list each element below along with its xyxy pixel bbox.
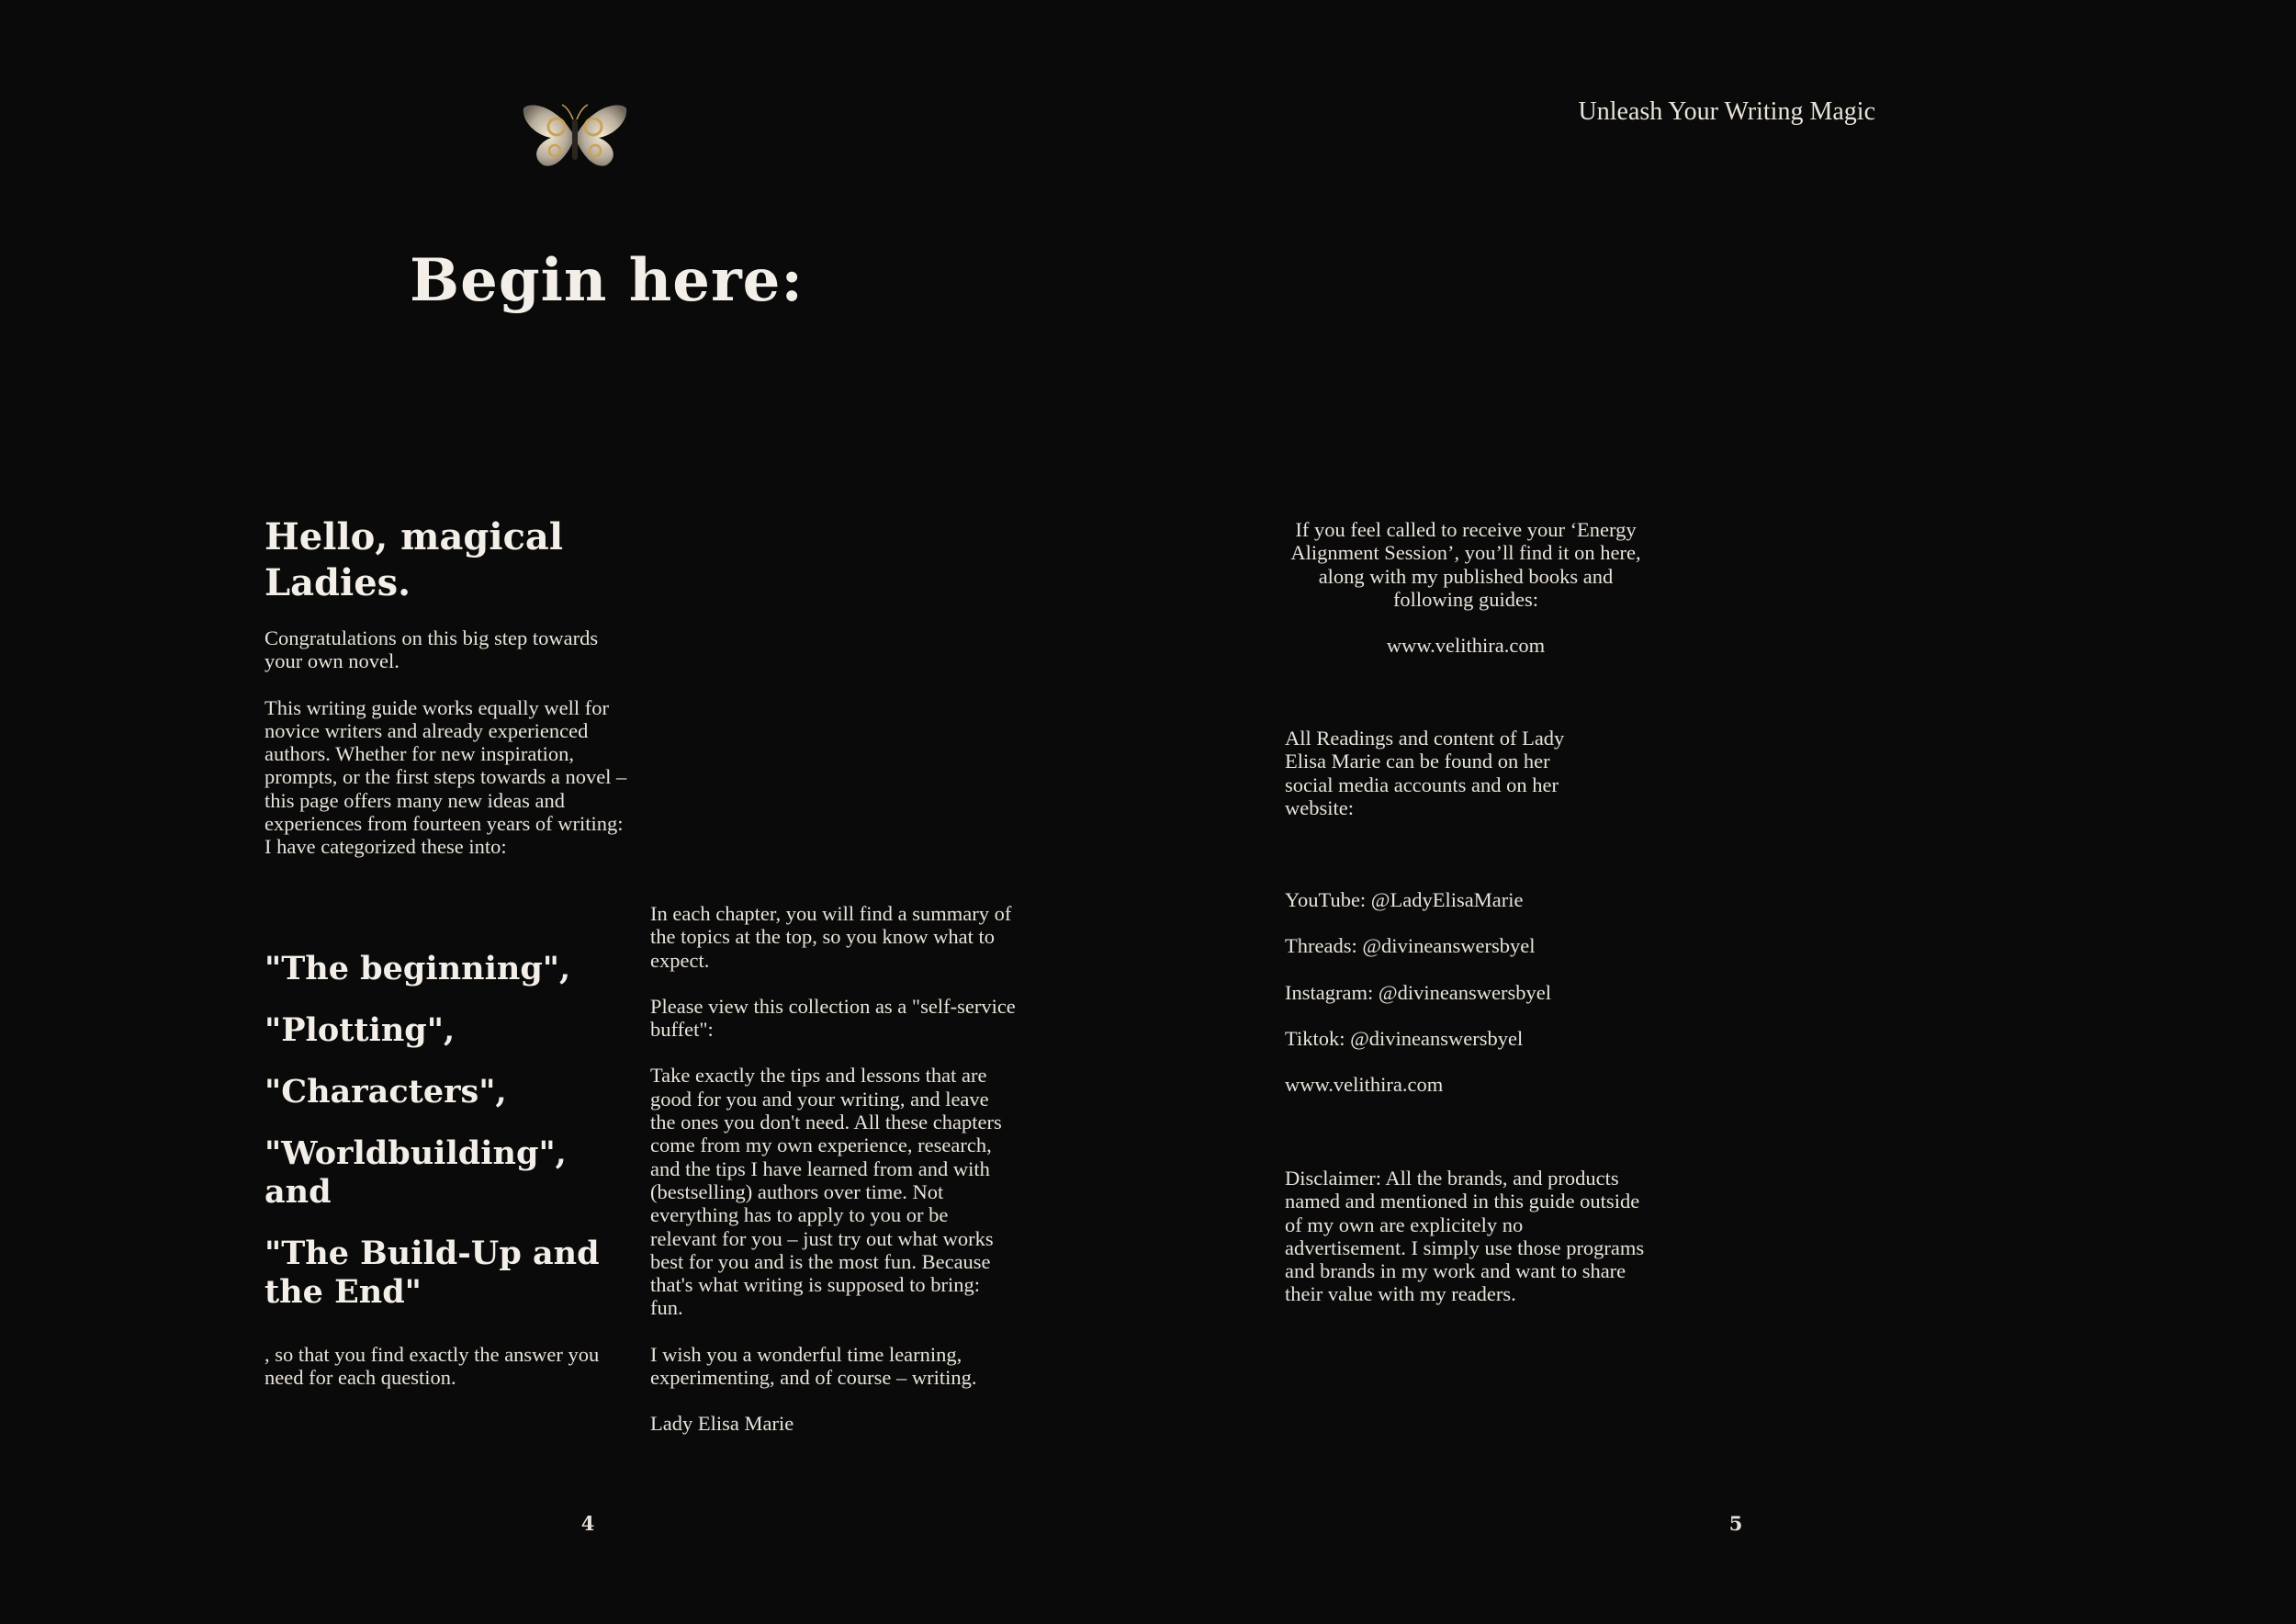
social-website[interactable]: www.velithira.com	[1285, 1073, 1444, 1097]
butterfly-icon	[520, 96, 630, 173]
category-beginning: "The beginning",	[264, 950, 571, 987]
chapter-notes	[650, 902, 1018, 1436]
category-plotting: "Plotting",	[264, 1011, 456, 1049]
page-title: Begin here:	[410, 246, 804, 315]
category-list	[264, 950, 641, 1312]
greeting-heading: Hello, magical Ladies.	[264, 515, 564, 604]
website-link-centered[interactable]: www.velithira.com	[1386, 634, 1546, 658]
outro-paragraph: , so that you find exactly the answer you need for each question.	[264, 1343, 600, 1390]
social-tiktok[interactable]: Tiktok: @divineanswersbyel	[1285, 1026, 1524, 1050]
intro-paragraph-2: This writing guide works equally well for novice writers and already experienced authors. Whether for new inspiration, prompts, or the first steps towards a novel – this page offers many new ideas and experiences from fourteen years of writing: I have categorized these into:	[264, 695, 627, 859]
intro-block	[264, 626, 632, 859]
page-number-left: 4	[580, 1512, 595, 1535]
disclaimer-paragraph: Disclaimer: All the brands, and products named and mentioned in this guide outside of my own are explicitely no advertisement. I simply use those programs and brands in my work and want to share their value with my readers.	[1285, 1167, 1645, 1306]
guide-title: Unleash Your Writing Magic	[1578, 97, 1875, 126]
session-block	[1282, 518, 1649, 657]
buffet-paragraph: Please view this collection as a "self-service buffet":	[650, 994, 1016, 1042]
social-links	[1285, 888, 1652, 1096]
wishes-paragraph: I wish you a wonderful time learning, experimenting, and of course – writing.	[650, 1342, 977, 1390]
page-number-right: 5	[1728, 1512, 1743, 1535]
session-paragraph: If you feel called to receive your ‘Energy Alignment Session’, you’ll find it on here, along with my published books and following guides:	[1290, 518, 1641, 611]
social-instagram[interactable]: Instagram: @divineanswersbyel	[1285, 980, 1552, 1004]
category-worldbuilding: "Worldbuilding", and	[264, 1134, 567, 1211]
tips-paragraph: Take exactly the tips and lessons that are good for you and your writing, and leave the ones you don't need. All these chapters come from my own experience, research, and the tips I have learned from and with (bestselling) authors over time. Not everything has to apply to you or be relevant for you – just try out what works best for you and is the most fun. Because that's what writing is supposed to bring: fun.	[650, 1064, 1002, 1320]
intro-paragraph-1: Congratulations on this big step towards your own novel.	[264, 626, 599, 673]
category-buildup-end: "The Build-Up and the End"	[264, 1235, 600, 1311]
social-threads[interactable]: Threads: @divineanswersbyel	[1285, 934, 1536, 958]
readings-paragraph: All Readings and content of Lady Elisa Marie can be found on her social media accounts and on her website:	[1285, 727, 1565, 819]
chapter-summary-paragraph: In each chapter, you will find a summary of the topics at the top, so you know what to expect.	[650, 902, 1012, 972]
social-youtube[interactable]: YouTube: @LadyElisaMarie	[1285, 888, 1524, 911]
butterfly-logo	[520, 96, 630, 173]
signature: Lady Elisa Marie	[650, 1412, 794, 1436]
category-characters: "Characters",	[264, 1073, 507, 1111]
